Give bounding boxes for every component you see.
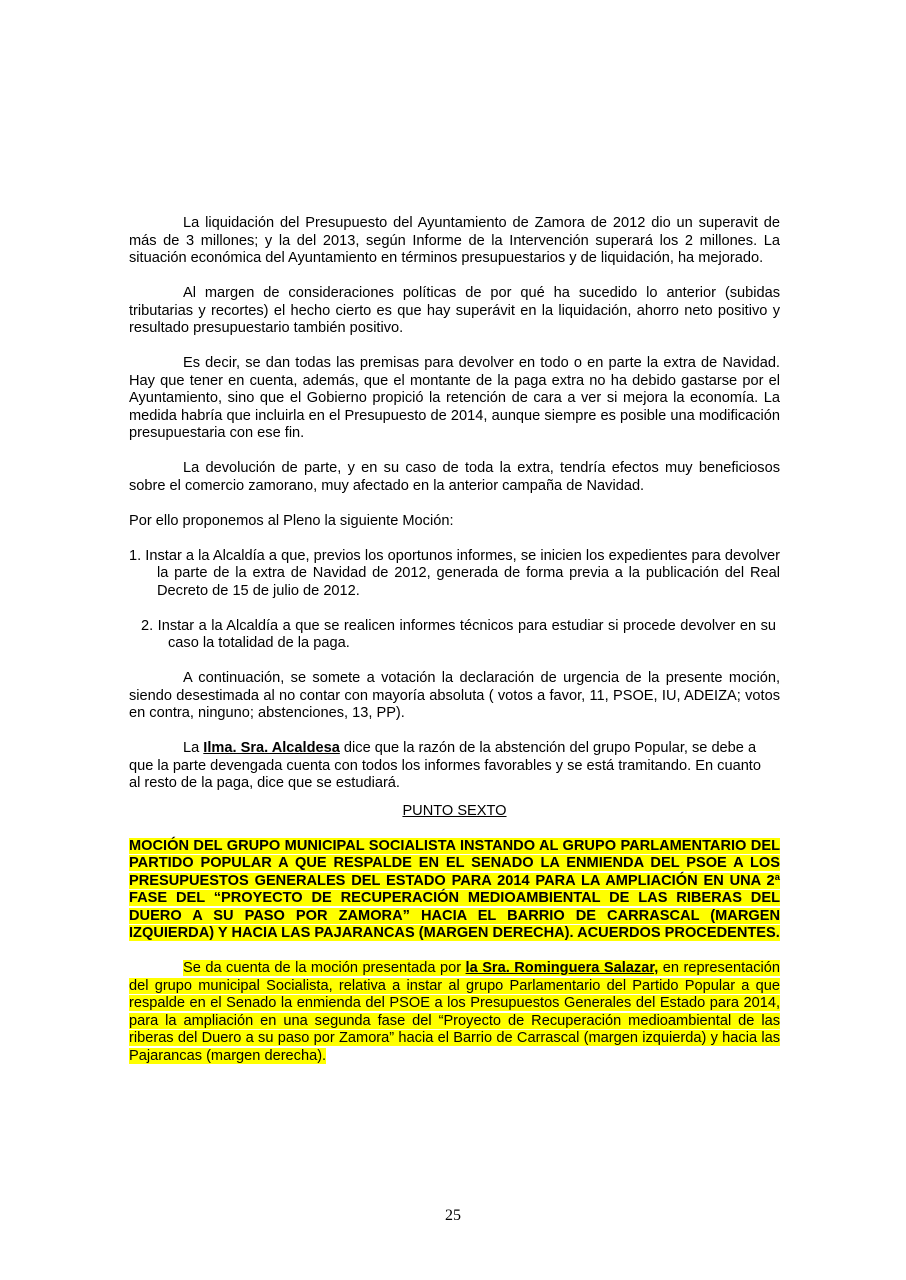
list-item: 1. Instar a la Alcaldía a que, previos los oportunos informes, se inicien los expedientes para devolver la parte de la extra de Navidad de 2012, generada de forma previa a la publicación del Real Decreto de 15 de julio de 2012. (129, 547, 780, 599)
paragraph-motion-presentation (129, 960, 780, 1065)
page-number: 25 (445, 1207, 461, 1224)
paragraph-budget-liquidation: La liquidación del Presupuesto del Ayuntamiento de Zamora de 2012 dio un superavit de más de 3 millones; y la del 2013, según Informe de la Intervención superará los 2 millones. La situación económica del Ayuntamiento en términos presupuestarios y de liquidación, ha mejorado. (129, 215, 780, 266)
motion-title-text: MOCIÓN DEL GRUPO MUNICIPAL SOCIALISTA INSTANDO AL GRUPO PARLAMENTARIO DEL PARTIDO POPULAR A QUE RESPALDE EN EL SENADO LA ENMIENDA DEL PSOE A LOS PRESUPUESTOS GENERALES DEL ESTADO PARA 2014 PARA LA AMPLIACIÓN EN UNA 2ª FASE DEL “PROYECTO DE RECUPERACIÓN MEDIOAMBIENTAL DE LAS RIBERAS DEL DUERO A SU PASO POR ZAMORA” HACIA EL BARRIO DE CARRASCAL (MARGEN IZQUIERDA) Y HACIA LAS PAJARANCAS (MARGEN DERECHA). ACUERDOS PROCEDENTES. (129, 837, 780, 941)
paragraph-surplus: Al margen de consideraciones políticas de por qué ha sucedido lo anterior (subidas tributarias y recortes) el hecho cierto es que hay superávit en la liquidación, ahorro neto positivo y resultado presupuestario también positivo. (129, 285, 780, 336)
paragraph-motion-intro: Por ello proponemos al Pleno la siguiente Moción: (129, 512, 454, 529)
text-segment: La (183, 740, 204, 756)
speaker-name: Ilma. Sra. Alcaldesa (203, 740, 340, 756)
section-heading: PUNTO SEXTO (402, 802, 507, 819)
document-body (129, 215, 780, 1065)
paragraph-christmas-pay: Es decir, se dan todas las premisas para devolver en todo o en parte la extra de Navidad. Hay que tener en cuenta, además, que el montante de la paga extra no ha debido gastarse por el Ayuntamiento, sino que el Gobierno propició la retención de cara a ver si mejora la economía. La medida habría que incluirla en el Presupuesto de 2014, aunque siempre es posible una modificación presupuestaria con ese fin. (129, 355, 780, 441)
paragraph-mayor-statement (129, 740, 780, 793)
list-item: 2. Instar a la Alcaldía a que se realicen informes técnicos para estudiar si procede devolver en su caso la totalidad de la paga. (141, 617, 776, 651)
paragraph-commerce-effects: La devolución de parte, y en su caso de toda la extra, tendría efectos muy beneficiosos sobre el comercio zamorano, muy afectado en la anterior campaña de Navidad. (129, 460, 780, 494)
motion-title (129, 838, 780, 943)
text-segment: dice que la razón de la abstención del grupo Popular, se debe a que la parte devengada cuenta con todos los informes favorables y se está tramitando. En cuanto al resto de la paga, dice que se estudiará. (129, 740, 761, 791)
paragraph-vote-result: A continuación, se somete a votación la declaración de urgencia de la presente moción, siendo desestimada al no contar con mayoría absoluta ( votos a favor, 11, PSOE, IU, ADEIZA; votos en contra, ninguno; abstenciones, 13, PP). (129, 670, 780, 721)
speaker-name: la Sra. Rominguera Salazar, (465, 960, 659, 976)
text-segment: en representación del grupo municipal Socialista, relativa a instar al grupo Parlamentario del Partido Popular a que respalde en el Senado la enmienda del PSOE a los Presupuestos Generales del Estado para 2014, para la ampliación en una segunda fase del “Proyecto de Recuperación medioambiental de las riberas del Duero a su paso por Zamora” hacia el Barrio de Carrascal (margen izquierda) y hacia las Pajarancas (margen derecha). (129, 960, 781, 1064)
text-segment: Se da cuenta de la moción presentada por (183, 960, 466, 976)
